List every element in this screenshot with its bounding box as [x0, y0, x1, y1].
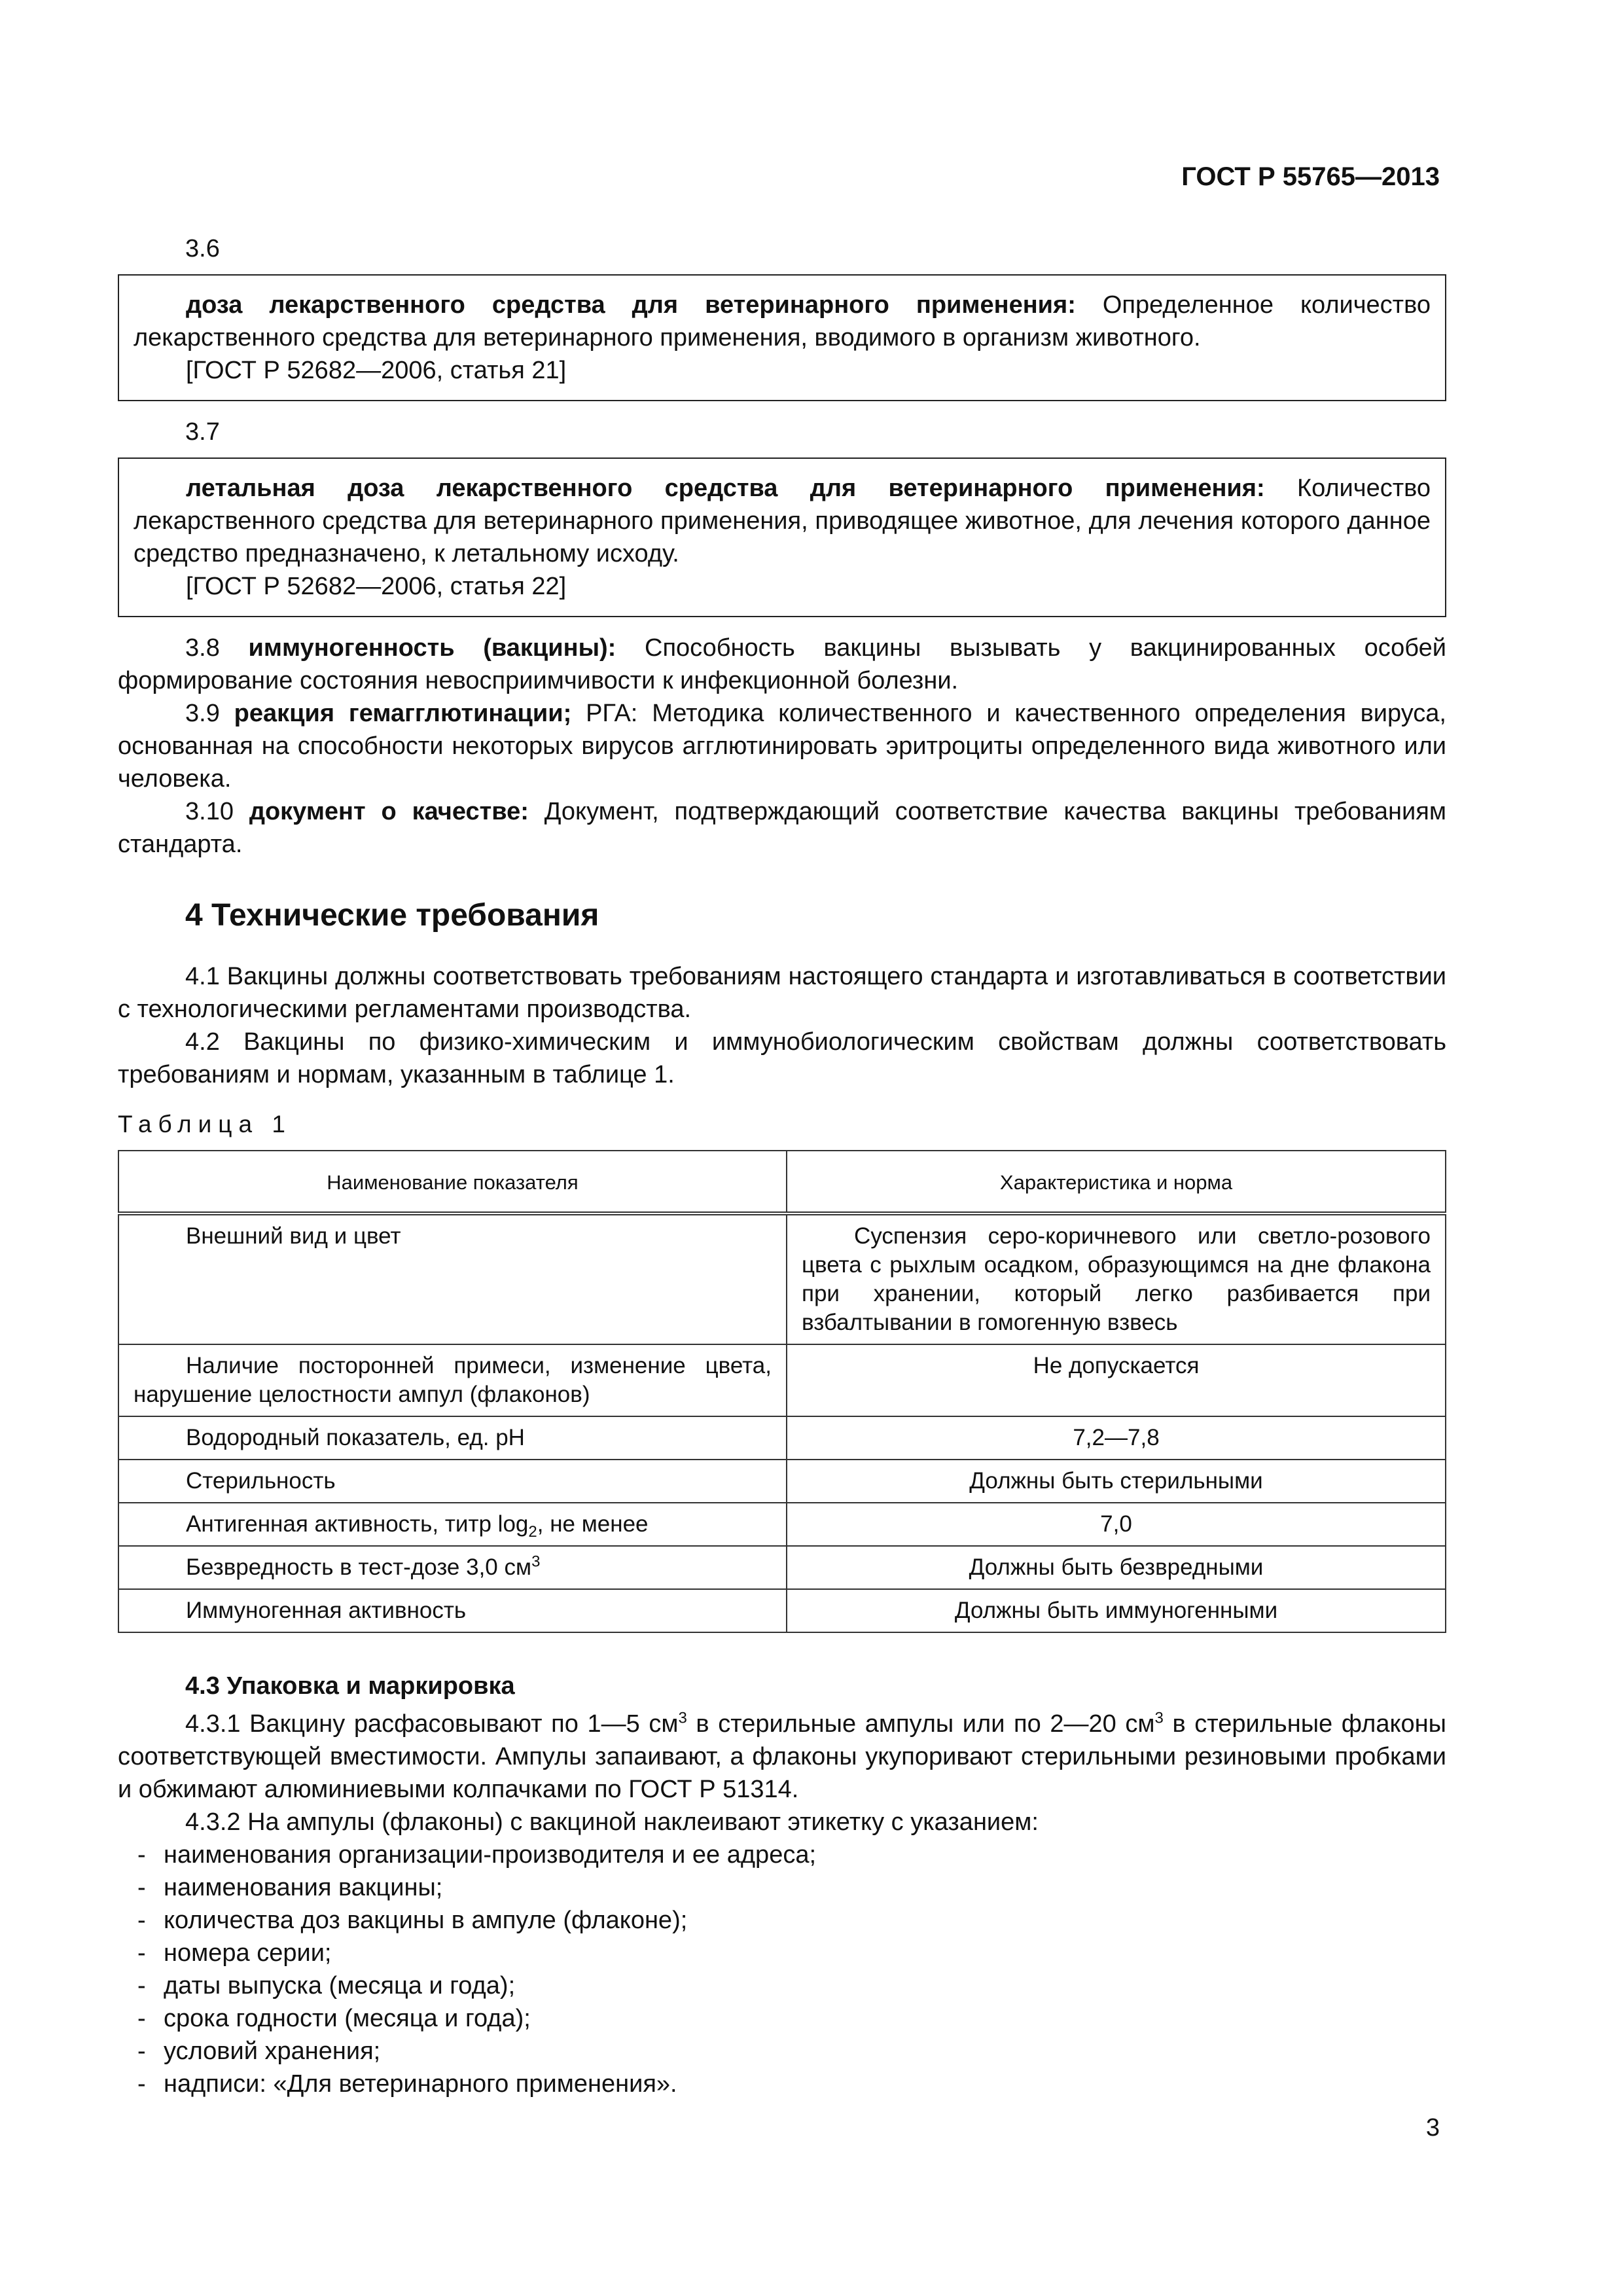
list-item: - наименования организации-производителя и ее адреса;	[137, 1841, 817, 1869]
definition-box	[118, 457, 1446, 617]
table-cell-value: Должны быть безвредными	[787, 1546, 1446, 1589]
table-cell-value: 7,2—7,8	[787, 1416, 1446, 1460]
def-number: 3.6	[185, 235, 220, 262]
definition-text	[134, 472, 1431, 570]
table-cell-name: Антигенная активность, титр $\log_2$, не менее	[118, 1503, 787, 1546]
table-cell-value: Суспензия серо-коричневого или светло-розового цвета с рыхлым осадком, образующимся на дне флакона при хранении, который легко разбивается при взбалтывании в гомогенную взвесь	[787, 1213, 1446, 1344]
definition-body: Определенное количество лекарственного средства для ветеринарного применения, вводимого в организм животного.	[134, 291, 1431, 351]
definition-source: [ГОСТ Р 52682—2006, статья 21]	[186, 357, 567, 384]
table-cell-value: Должны быть стерильными	[787, 1460, 1446, 1503]
paragraph-4-3-1: 4.3.1 Вакцину расфасовывают по 1—5 $см^3$ в стерильные ампулы или по 2—20 $см^3$ в стерильные флаконы соответствующей вместимости. Ампулы запаивают, а флаконы укупоривают стерильными резиновыми пробками и обжимают алюминиевыми колпачками по ГОСТ Р 51314.	[118, 1709, 1446, 1803]
table-caption: Таблица 1	[118, 1111, 292, 1138]
term-label: реакция гемагглютинации;	[234, 700, 572, 727]
table-cell-value: Не допускается	[787, 1344, 1446, 1416]
column-header: Наименование показателя	[118, 1151, 787, 1213]
table-row	[118, 1213, 1446, 1344]
term-paragraph: 3.8 иммуногенность (вакцины): Способность вакцины вызывать у вакцинированных особей формирование состояния невосприимчивости к инфекционной болезни.	[118, 634, 1446, 694]
table-cell-value: 7,0	[787, 1503, 1446, 1546]
list-item: - номера серии;	[137, 1939, 332, 1967]
list-item: - количества доз вакцины в ампуле (флаконе);	[137, 1907, 688, 1934]
list-item: - наименования вакцины;	[137, 1874, 443, 1901]
page-content	[118, 232, 1446, 2100]
standard-header: ГОСТ Р 55765—2013	[1181, 162, 1440, 191]
subsection-heading: 4.3 Упаковка и маркировка	[185, 1672, 515, 1700]
term-label: документ о качестве:	[249, 798, 529, 825]
list-item: - надписи: «Для ветеринарного применения».	[137, 2070, 677, 2098]
term-label: иммуногенность (вакцины):	[248, 634, 616, 662]
table-row	[118, 1344, 1446, 1416]
table-cell-name: Внешний вид и цвет	[118, 1213, 787, 1344]
label-requirements-list	[118, 1839, 1446, 2100]
definition-body: Количество лекарственного средства для ветеринарного применения, приводящее животное, для лечения которого данное средство предназначено, к летальному исходу.	[134, 475, 1431, 567]
table-cell-name: Наличие посторонней примеси, изменение цвета, нарушение целостности ампул (флаконов)	[118, 1344, 787, 1416]
list-item: - условий хранения;	[137, 2037, 381, 2065]
table-row	[118, 1460, 1446, 1503]
term-paragraph: 3.10 документ о качестве: Документ, подтверждающий соответствие качества вакцины требованиям стандарта.	[118, 798, 1446, 858]
table-cell-value: Должны быть иммуногенными	[787, 1589, 1446, 1632]
page-number: 3	[1425, 2114, 1440, 2142]
list-item: - даты выпуска (месяца и года);	[137, 1972, 516, 2000]
table-row	[118, 1589, 1446, 1632]
column-header: Характеристика и норма	[787, 1151, 1446, 1213]
definition-source: [ГОСТ Р 52682—2006, статья 22]	[186, 573, 567, 600]
table-cell-name: Стерильность	[118, 1460, 787, 1503]
table-row	[118, 1503, 1446, 1546]
table-cell-name: Иммуногенная активность	[118, 1589, 787, 1632]
definition-text	[134, 289, 1431, 354]
table-cell-name: Водородный показатель, ед. pH	[118, 1416, 787, 1460]
term-paragraph: 3.9 реакция гемагглютинации; РГА: Методика количественного и качественного определения вируса, основанная на способности некоторых вирусов агглютинировать эритроциты определенного вида животного или человека.	[118, 700, 1446, 793]
requirements-table	[118, 1150, 1446, 1633]
list-item: - срока годности (месяца и года);	[137, 2005, 531, 2032]
table-row	[118, 1416, 1446, 1460]
definition-term: летальная доза лекарственного средства для ветеринарного применения:	[186, 475, 1265, 502]
table-row	[118, 1546, 1446, 1589]
paragraph-4-3-2: 4.3.2 На ампулы (флаконы) с вакциной наклеивают этикетку с указанием:	[185, 1808, 1039, 1836]
definition-box	[118, 274, 1446, 401]
paragraph-4-1: 4.1 Вакцины должны соответствовать требованиям настоящего стандарта и изготавливаться в соответствии с технологическими регламентами производства.	[118, 963, 1446, 1023]
table-cell-name: Безвредность в тест-дозе 3,0 $см^3$	[118, 1546, 787, 1589]
section-heading: 4 Технические требования	[185, 898, 599, 933]
definition-term: доза лекарственного средства для ветеринарного применения:	[186, 291, 1076, 319]
paragraph-4-2: 4.2 Вакцины по физико-химическим и иммунобиологическим свойствам должны соответствовать требованиям и нормам, указанным в таблице 1.	[118, 1028, 1446, 1088]
def-number: 3.7	[185, 418, 220, 446]
table-header-row	[118, 1151, 1446, 1213]
